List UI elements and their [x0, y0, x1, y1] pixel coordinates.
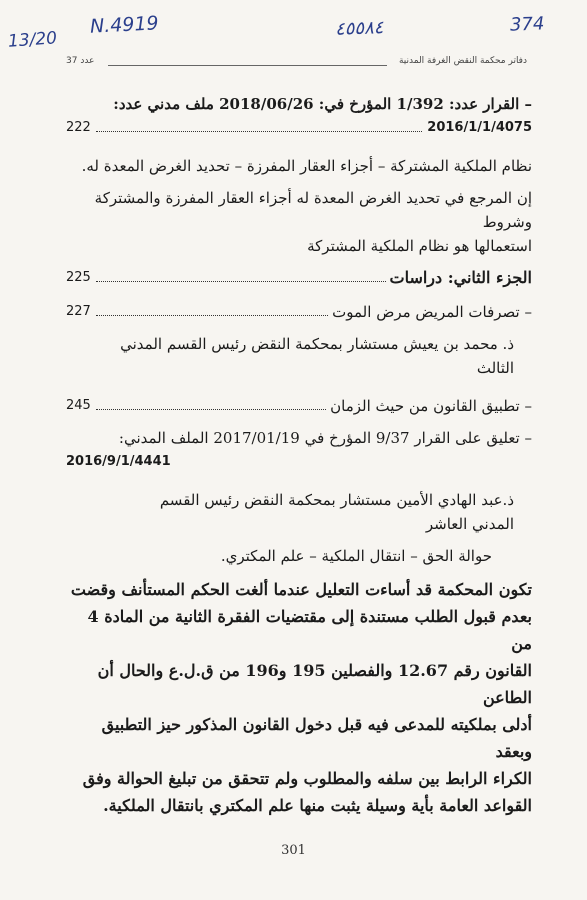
keywords: نظام الملكية المشتركة – أجزاء العقار المفرزة – تحديد الغرض المعدة له. [81, 157, 532, 175]
study-title: – تصرفات المريض مرض الموت [328, 300, 532, 324]
handwritten-page-ref: 374 [509, 13, 545, 36]
toc-row [66, 394, 532, 418]
part-title: الجزء الثاني: دراسات [386, 266, 533, 290]
toc-row [66, 300, 532, 324]
page-ref: 227 [66, 300, 94, 324]
header-rule [108, 65, 387, 66]
page-ref: 245 [66, 394, 94, 418]
summary-line: القانون رقم 12.67 والفصلين 195 و196 من ق.ل.ع والحال أن الطاعن [97, 661, 532, 707]
summary-line: إن المرجع في تحديد الغرض المعدة له أجزاء العقار المفرزة والمشتركة وشروط [94, 189, 532, 231]
author-line: المدني العاشر [425, 515, 514, 533]
summary-line: استعمالها هو نظام الملكية المشتركة [307, 237, 532, 255]
summary-line: أدلى بملكيته للمدعى فيه قبل دخول القانون المذكور حيز التطبيق وبعقد [101, 715, 532, 761]
study-title: – تعليق على القرار 9/37 المؤرخ في 2017/01/19 الملف المدني: [118, 429, 532, 447]
study-title: – تطبيق القانون من حيث الزمان [326, 394, 532, 418]
case-number: 2016/1/1/4075 [423, 116, 532, 140]
summary-line: تكون المحكمة قد أساءت التعليل عندما ألغت الحكم المستأنف وقضت [70, 580, 532, 599]
case-number: 2016/9/1/4441 [66, 454, 171, 469]
summary-line: بعدم قبول الطلب مستندة إلى مقتضيات الفقرة الثانية من المادة 4 من [87, 607, 532, 653]
toc-row [66, 116, 532, 140]
author-line: الثالث [476, 359, 514, 377]
page-number: 301 [281, 843, 306, 858]
author-line: ذ. محمد بن يعيش مستشار بمحكمة النقض رئيس القسم المدني [120, 335, 514, 353]
author-line: ذ.عبد الهادي الأمين مستشار بمحكمة النقض رئيس القسم [159, 491, 514, 509]
handwritten-number: N.4919 [89, 12, 160, 38]
header-issue: عدد 37 [66, 56, 95, 66]
page-ref: 222 [66, 116, 94, 140]
toc-row [66, 266, 532, 292]
handwritten-note: ٤٥٥٨٤ [334, 17, 384, 40]
entry-decision-line: – القرار عدد: 1/392 المؤرخ في: 2018/06/26 ملف مدني عدد: [113, 95, 532, 113]
summary-line: الكراء الرابط بين سلفه والمطلوب ولم تتحقق من تبليغ الحوالة وفق [82, 769, 532, 788]
summary-line: القواعد العامة بأية وسيلة يثبت منها علم المكتري بانتقال الملكية. [103, 796, 532, 815]
running-header [66, 56, 527, 72]
toc-content [66, 92, 532, 819]
page-ref: 225 [66, 266, 94, 290]
handwritten-fraction: 13/20 [7, 28, 58, 52]
keywords: حوالة الحق – انتقال الملكية – علم المكتري. [220, 547, 492, 565]
header-title: دفاتر محكمة النقض الغرفة المدنية [398, 56, 527, 66]
